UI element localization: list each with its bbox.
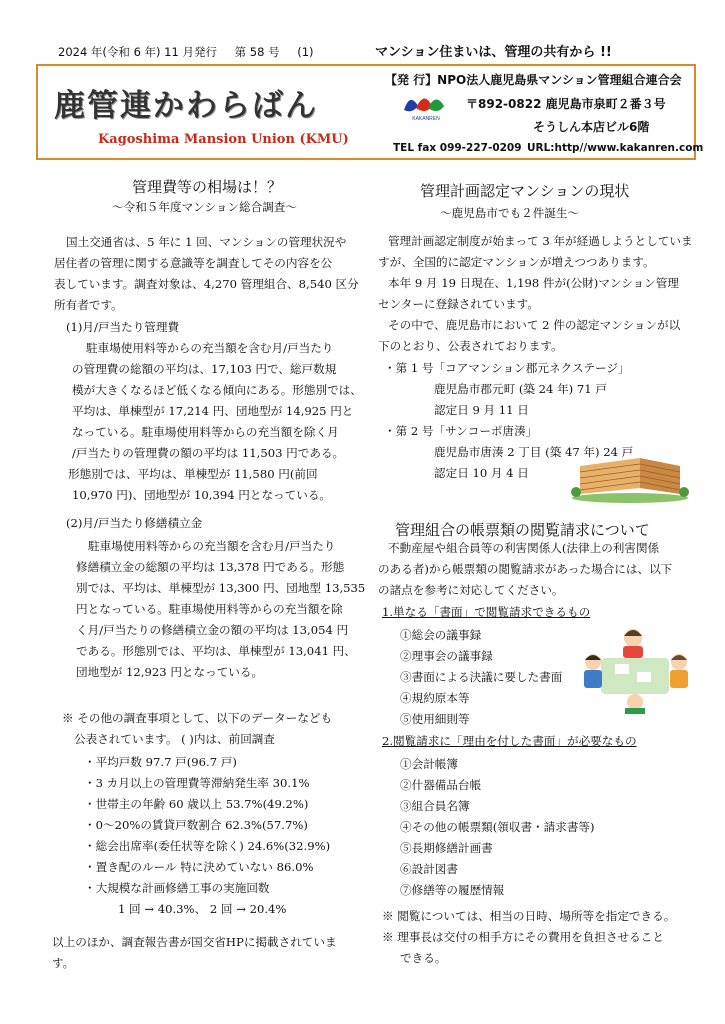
text-line: 公表されています。 ( )内は、前回調査 — [74, 732, 275, 746]
publisher: 【発 行】NPO法人鹿児島県マンション管理組合連合会 — [385, 73, 682, 87]
text-line: 国土交通省は、5 年に 1 回、マンションの管理状況や — [66, 235, 347, 249]
list-item: ⑥設計図書 — [400, 862, 458, 876]
text-line: 修繕積立金の総額の平均は 13,378 円である。形態 — [76, 560, 345, 574]
issue-date: 2024 年(令和 6 年) 11 月発行 — [58, 45, 217, 59]
text-line: の管理費の総額の平均は、17,103 円で、総戸数規 — [72, 362, 337, 376]
text-line: 以上のほか、調査報告書が国交省HPに掲載されていま — [52, 935, 337, 949]
left-article-subtitle: ～令和５年度マンション総合調査～ — [112, 200, 297, 214]
text-line: 模が大きくなるほど低くなる傾向にある。形態別では、 — [72, 383, 362, 397]
stat-item: ・3 カ月以上の管理費等滞納発生率 30.1% — [84, 776, 310, 790]
text-line: 本年 9 月 19 日現在、1,198 件が(公財)マンション管理 — [388, 276, 679, 290]
website-url: URL:http//www.kakanren.com — [527, 142, 704, 154]
list-1 — [400, 625, 562, 730]
right-intro — [378, 231, 698, 357]
text-line: 駐車場使用料等からの充当額を含む月/戸当たり — [88, 539, 336, 553]
list-2 — [400, 754, 595, 901]
text-line: 下のとおり、公表されております。 — [378, 339, 563, 353]
text-line: 管理計画認定制度が始まって 3 年が経過しようとしていま — [388, 234, 693, 248]
left-intro — [54, 232, 359, 316]
text-line: その中で、鹿児島市において 2 件の認定マンションが以 — [388, 318, 681, 332]
certified-date: 認定日 10 月 4 日 — [434, 466, 529, 480]
masthead-english: Kagoshima Mansion Union (KMU) — [98, 132, 349, 147]
address-line-1: 〒892-0822 鹿児島市泉町２番３号 — [466, 97, 666, 111]
section-1-heading: (1)月/戸当たり管理費 — [66, 320, 180, 334]
right-article-2-title: 管理組合の帳票類の閲覧請求について — [395, 521, 650, 539]
apartment-building-illustration — [570, 452, 690, 504]
right-notes — [382, 906, 702, 969]
text-line: 円となっている。駐車場使用料等からの充当額を除 — [76, 602, 343, 616]
text-line: のある者)から帳票類の閲覧請求があった場合には、以下 — [378, 562, 673, 576]
right-article-title: 管理計画認定マンションの現状 — [420, 182, 630, 200]
svg-text:KAKANREN: KAKANREN — [412, 116, 440, 122]
text-line: ※ その他の調査事項として、以下のデーターなども — [62, 711, 333, 725]
list-item: ④その他の帳票類(領収書・請求書等) — [400, 820, 595, 834]
list-item: ②什器備品台帳 — [400, 778, 482, 792]
right-article-subtitle: ～鹿児島市でも２件誕生～ — [440, 206, 580, 220]
text-line: 別では、平均は、単棟型が 13,300 円、団地型 13,535 — [76, 581, 366, 595]
list-1-heading: 1.単なる「書面」で閲覧請求できるもの — [382, 605, 591, 619]
text-line: 駐車場使用料等からの充当額を含む月/戸当たり — [86, 341, 334, 355]
stat-item: 1 回 → 40.3%、 2 回 → 20.4% — [118, 902, 287, 916]
stat-item: ・平均戸数 97.7 戸(96.7 戸) — [84, 755, 237, 769]
text-line: 形態別では、平均は、単棟型が 11,580 円(前回 — [68, 467, 318, 481]
meeting-illustration — [575, 624, 695, 714]
text-line: の諸点を参考に対応してください。 — [378, 583, 564, 597]
section-2-body — [76, 536, 366, 683]
text-line: 団地型が 12,923 円となっている。 — [76, 665, 264, 679]
text-line: すが、全国的に認定マンションが増えつつあります。 — [378, 255, 655, 269]
list-item: ①会計帳簿 — [400, 757, 458, 771]
section-1-body — [68, 338, 362, 506]
text-line: 表しています。調査対象は、4,270 管理組合、8,540 区分 — [54, 277, 359, 291]
list-item: ①総会の議事録 — [400, 628, 482, 642]
slogan: マンション住まいは、管理の共有から !! — [375, 45, 612, 60]
list-item: ③書面による決議に要した書面 — [400, 670, 563, 684]
text-line: 居住者の管理に関する意識等を調査してその内容を公 — [54, 256, 333, 270]
list-2-heading: 2.閲覧請求に「理由を付した書面」が必要なもの — [382, 734, 637, 748]
text-line: 平均は、単棟型が 17,214 円、団地型が 14,925 円と — [72, 404, 354, 418]
certified-detail: 鹿児島市唐湊 2 丁目 (築 47 年) 24 戸 — [434, 445, 634, 459]
list-item: ⑤使用細則等 — [400, 712, 470, 726]
list-item: ④規約原本等 — [400, 691, 470, 705]
list-item: ⑤長期修繕計画書 — [400, 841, 493, 855]
note-line: ※ 閲覧については、相当の日時、場所等を指定できる。 — [382, 909, 676, 923]
survey-stats — [84, 752, 364, 920]
text-line: 所有者です。 — [54, 298, 123, 312]
list-item: ③組合員名簿 — [400, 799, 470, 813]
issue-info — [58, 44, 328, 60]
address-line-2: そうしん本店ビル6階 — [533, 120, 650, 134]
note-line: できる。 — [400, 951, 447, 965]
note-line: ※ 理事長は交付の相手方にその費用を負担させること — [382, 930, 664, 944]
left-article-title: 管理費等の相場は！？ — [132, 178, 283, 196]
telfax: TEL fax 099-227-0209 — [393, 142, 522, 154]
certified-entry: ・第 2 号「サンコーポ唐湊」 — [384, 424, 538, 438]
stat-item: ・世帯主の年齢 60 歳以上 53.7%(49.2%) — [84, 797, 309, 811]
stat-item: ・置き配のルール 特に決めていない 86.0% — [84, 860, 314, 874]
certified-date: 認定日 9 月 11 日 — [434, 403, 529, 417]
stat-item: ・大規模な計画修繕工事の実施回数 — [84, 881, 270, 895]
list-item: ②理事会の議事録 — [400, 649, 493, 663]
certified-detail: 鹿児島市郡元町 (築 24 年) 71 戸 — [434, 382, 607, 396]
text-line: センターに登録されています。 — [378, 297, 539, 311]
issue-number: 第 58 号 — [234, 45, 280, 59]
text-line: 10,970 円)、団地型が 10,394 円となっている。 — [72, 488, 332, 502]
stat-item: ・0～20%の賃貸戸数割合 62.3%(57.7%) — [84, 818, 308, 832]
list-item: ⑦修繕等の履歴情報 — [400, 883, 505, 897]
section-2-heading: (2)月/戸当たり修繕積立金 — [66, 516, 203, 530]
left-closing — [52, 932, 362, 974]
text-line: く月/戸当たりの修繕積立金の額の平均は 13,054 円 — [76, 623, 349, 637]
masthead-title: 鹿管連かわらばん — [54, 88, 318, 124]
text-line: 不動産屋や組合員等の利害関係人(法律上の利害関係 — [388, 541, 660, 555]
right-intro-2 — [378, 538, 698, 601]
stat-item: ・総会出席率(委任状等を除く) 24.6%(32.9%) — [84, 839, 331, 853]
text-line: なっている。駐車場使用料等からの充当額を除く月 — [72, 425, 339, 439]
page-number: (1) — [297, 45, 314, 59]
certified-entry: ・第 1 号「コアマンション郡元ネクステージ」 — [384, 361, 630, 375]
survey-note — [62, 708, 362, 750]
kakanren-logo — [400, 88, 452, 122]
text-line: /戸当たりの管理費の額の平均は 11,503 円である。 — [72, 446, 345, 460]
text-line: である。形態別では、平均は、単棟型が 13,041 円、 — [76, 644, 356, 658]
text-line: す。 — [52, 956, 75, 970]
